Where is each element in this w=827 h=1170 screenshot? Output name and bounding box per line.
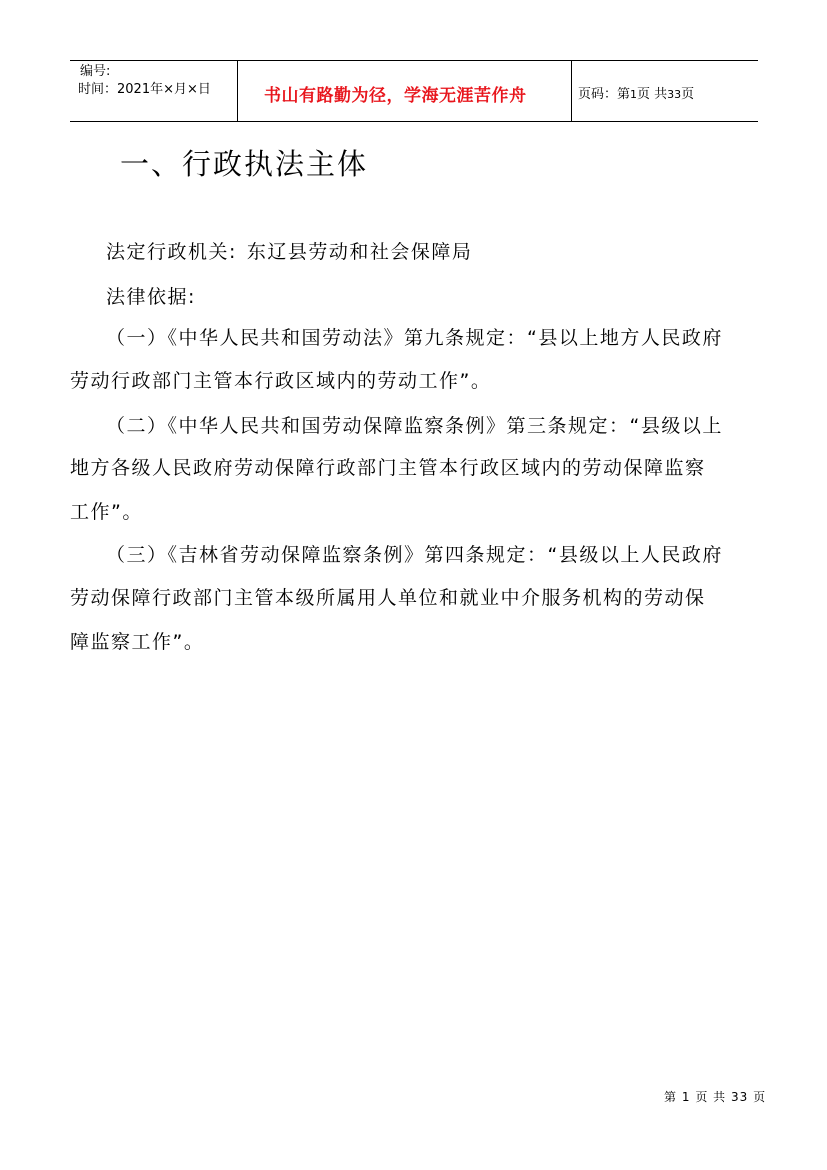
page-prefix: 页码：第 — [578, 87, 631, 102]
footer-prefix: 第 — [664, 1090, 678, 1104]
agency-line — [106, 237, 472, 264]
item-1-line-2: 劳动行政部门主管本行政区域内的劳动工作”。 — [70, 370, 492, 392]
footer-suffix: 页 — [753, 1090, 767, 1104]
serial-number-label: 编号: — [80, 64, 111, 79]
legal-basis-label: 法律依据: — [106, 286, 196, 308]
section-heading: 一、行政执法主体 — [120, 147, 369, 181]
item-3-line-1: （三）《吉林省劳动保障监察条例》第四条规定：“县级以上人民政府 — [106, 544, 723, 566]
time-label: 时间： — [78, 82, 118, 97]
time-year: 2021 — [117, 82, 151, 97]
page-suffix: 页 — [681, 87, 695, 102]
page-mid: 页 共 — [637, 87, 668, 102]
page-header-table — [70, 60, 758, 122]
footer-current: 1 — [681, 1090, 691, 1104]
item-2-line-2: 地方各级人民政府劳动保障行政部门主管本行政区域内的劳动保障监察 — [70, 457, 706, 479]
item-2-line-3: 工作”。 — [70, 501, 143, 523]
item-3-line-3: 障监察工作”。 — [70, 631, 205, 653]
page-total: 33 — [667, 88, 682, 101]
item-2-line-1: （二）《中华人民共和国劳动保障监察条例》第三条规定：“县级以上 — [106, 415, 723, 437]
page-footer — [664, 1088, 766, 1105]
item-1-line-1: （一）《中华人民共和国劳动法》第九条规定：“县以上地方人民政府 — [106, 327, 723, 349]
header-page-cell — [572, 61, 758, 122]
item-3-line-2: 劳动保障行政部门主管本级所属用人单位和就业中介服务机构的劳动保 — [70, 587, 706, 609]
header-motto: 书山有路勤为径，学海无涯苦作舟 — [264, 86, 527, 106]
header-page-number — [578, 83, 694, 102]
agency-label: 法定行政机关: — [106, 241, 237, 263]
time-field — [78, 81, 211, 98]
footer-mid: 页 共 — [695, 1090, 727, 1104]
agency-name: 东辽县劳动和社会保障局 — [246, 241, 473, 263]
footer-total: 33 — [730, 1090, 749, 1104]
time-date-placeholder: 年×月×日 — [150, 82, 211, 97]
header-info-cell — [70, 61, 238, 122]
header-motto-cell — [238, 61, 572, 122]
page-current: 1 — [630, 88, 638, 101]
